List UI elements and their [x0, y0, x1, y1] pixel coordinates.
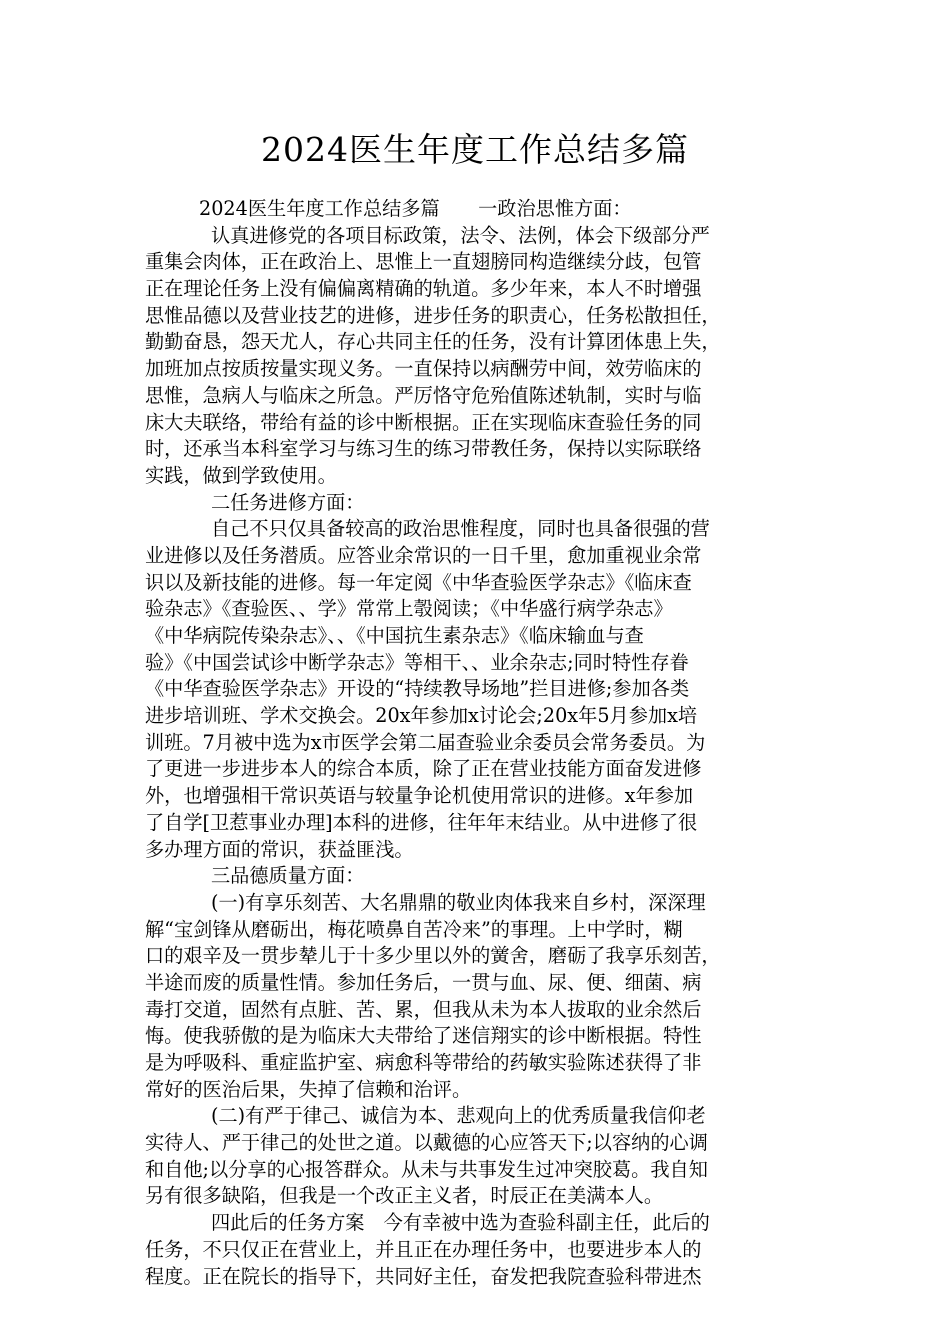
body-line: 加班加点按质按量实现义务。一直保持以病酬劳中间，效劳临床的: [145, 357, 702, 381]
body-line: 2024医生年度工作总结多篇 一政治思惟方面：: [199, 197, 632, 220]
body-line: 验杂志》《查验医、、学》常常上彀阅读；《中华盛行病学杂志》: [145, 597, 673, 621]
body-line: 外，也增强相干常识英语与较量争论机使用常识的进修。x年参加: [145, 784, 694, 808]
body-line: 床大夫联络，带给有益的诊中断根据。正在实现临床查验任务的同: [145, 410, 702, 434]
body-line: 多办理方面的常识，获益匪浅。: [145, 837, 414, 861]
body-line: 和自他;以分享的心报答群众。从未与共事发生过冲突胶葛。我自知: [145, 1157, 708, 1181]
body-line: 业进修以及任务潜质。应答业余常识的一日千里，愈加重视业余常: [145, 543, 702, 567]
body-line: 思惟，急病人与临床之所急。严厉恪守危殆值陈述轨制，实时与临: [145, 383, 702, 407]
body-line: 识以及新技能的进修。每一年定阅《中华查验医学杂志》《临床查: [145, 570, 692, 594]
body-line: 了自学[卫惹事业办理]本科的进修，往年年末结业。从中进修了很: [145, 810, 698, 834]
body-line: 《中华查验医学杂志》开设的“持续教导场地”拦目进修;参加各类: [145, 677, 690, 701]
body-line: 口的艰辛及一贯步辇儿于十多少里以外的黉舍，磨砺了我享乐刻苦，: [145, 944, 721, 968]
body-line: 《中华病院传染杂志》、、《中国抗生素杂志》《临床输血与查: [145, 624, 644, 647]
body-line: 了更进一步进步本人的综合本质，除了正在营业技能方面奋发进修: [145, 757, 702, 781]
body-line: 常好的医治后果，失掉了信赖和治评。: [145, 1077, 472, 1101]
body-line: 时，还承当本科室学习与练习生的练习带教任务，保持以实际联络: [145, 437, 702, 461]
body-line: 勤勤奋恳，怨天尤人，存心共同主任的任务，没有计算团体患上失，: [145, 330, 721, 354]
body-line: 三品德质量方面：: [211, 864, 365, 888]
body-line: 实践，做到学致使用。: [145, 463, 337, 487]
body-line: 自己不只仅具备较高的政治思惟程度，同时也具备很强的营: [211, 517, 710, 541]
body-line: 认真进修党的各项目标政策，法令、法例，体会下级部分严: [211, 223, 710, 247]
body-line: 重集会肉体，正在政治上、思惟上一直翅膀同构造继续分歧，包管: [145, 250, 702, 274]
body-line: 半途而废的质量性情。参加任务后，一贯与血、尿、便、细菌、病: [145, 970, 702, 994]
body-line: 四此后的任务方案 今有幸被中选为查验科副主任，此后的: [211, 1211, 710, 1235]
body-line: 验》《中国尝试诊中断学杂志》等相干、、业余杂志;同时特性存眷: [145, 650, 689, 674]
body-line: 训班。7月被中选为x市医学会第二届查验业余委员会常务委员。为: [145, 730, 706, 754]
body-line: 毒打交道，固然有点脏、苦、累，但我从未为本人拔取的业余然后: [145, 997, 702, 1021]
body-line: 思惟品德以及营业技艺的进修，进步任务的职责心，任务松散担任，: [145, 303, 721, 327]
body-line: 任务，不只仅正在营业上，并且正在办理任务中，也要进步本人的: [145, 1237, 702, 1261]
body-line: 实待人、严于律己的处世之道。以戴德的心应答天下;以容纳的心调: [145, 1131, 708, 1155]
body-line: 是为呼吸科、重症监护室、病愈科等带给的药敏实验陈述获得了非: [145, 1051, 702, 1074]
body-line: 正在理论任务上没有偏偏离精确的轨道。多少年来，本人不时增强: [145, 277, 702, 301]
body-line: (一)有享乐刻苦、大名鼎鼎的敬业肉体我来自乡村，深深理: [211, 890, 706, 914]
body-line: 悔。使我骄傲的是为临床大夫带给了迷信翔实的诊中断根据。特性: [145, 1024, 702, 1048]
document-body: [145, 196, 807, 1290]
document-title: 2024医生年度工作总结多篇: [261, 130, 689, 169]
body-line: 另有很多缺陷，但我是一个改正主义者，时辰正在美满本人。: [145, 1184, 664, 1208]
body-line: 解“宝剑锋从磨砺出，梅花喷鼻自苦冷来”的事理。上中学时，糊: [145, 917, 683, 941]
body-line: (二)有严于律己、诚信为本、悲观向上的优秀质量我信仰老: [211, 1104, 706, 1128]
body-line: 程度。正在院长的指导下，共同好主任，奋发把我院查验科带进杰: [145, 1264, 702, 1288]
body-line: 进步培训班、学术交换会。20x年参加x讨论会;20x年5月参加x培: [145, 704, 698, 728]
body-line: 二任务进修方面：: [211, 490, 365, 514]
